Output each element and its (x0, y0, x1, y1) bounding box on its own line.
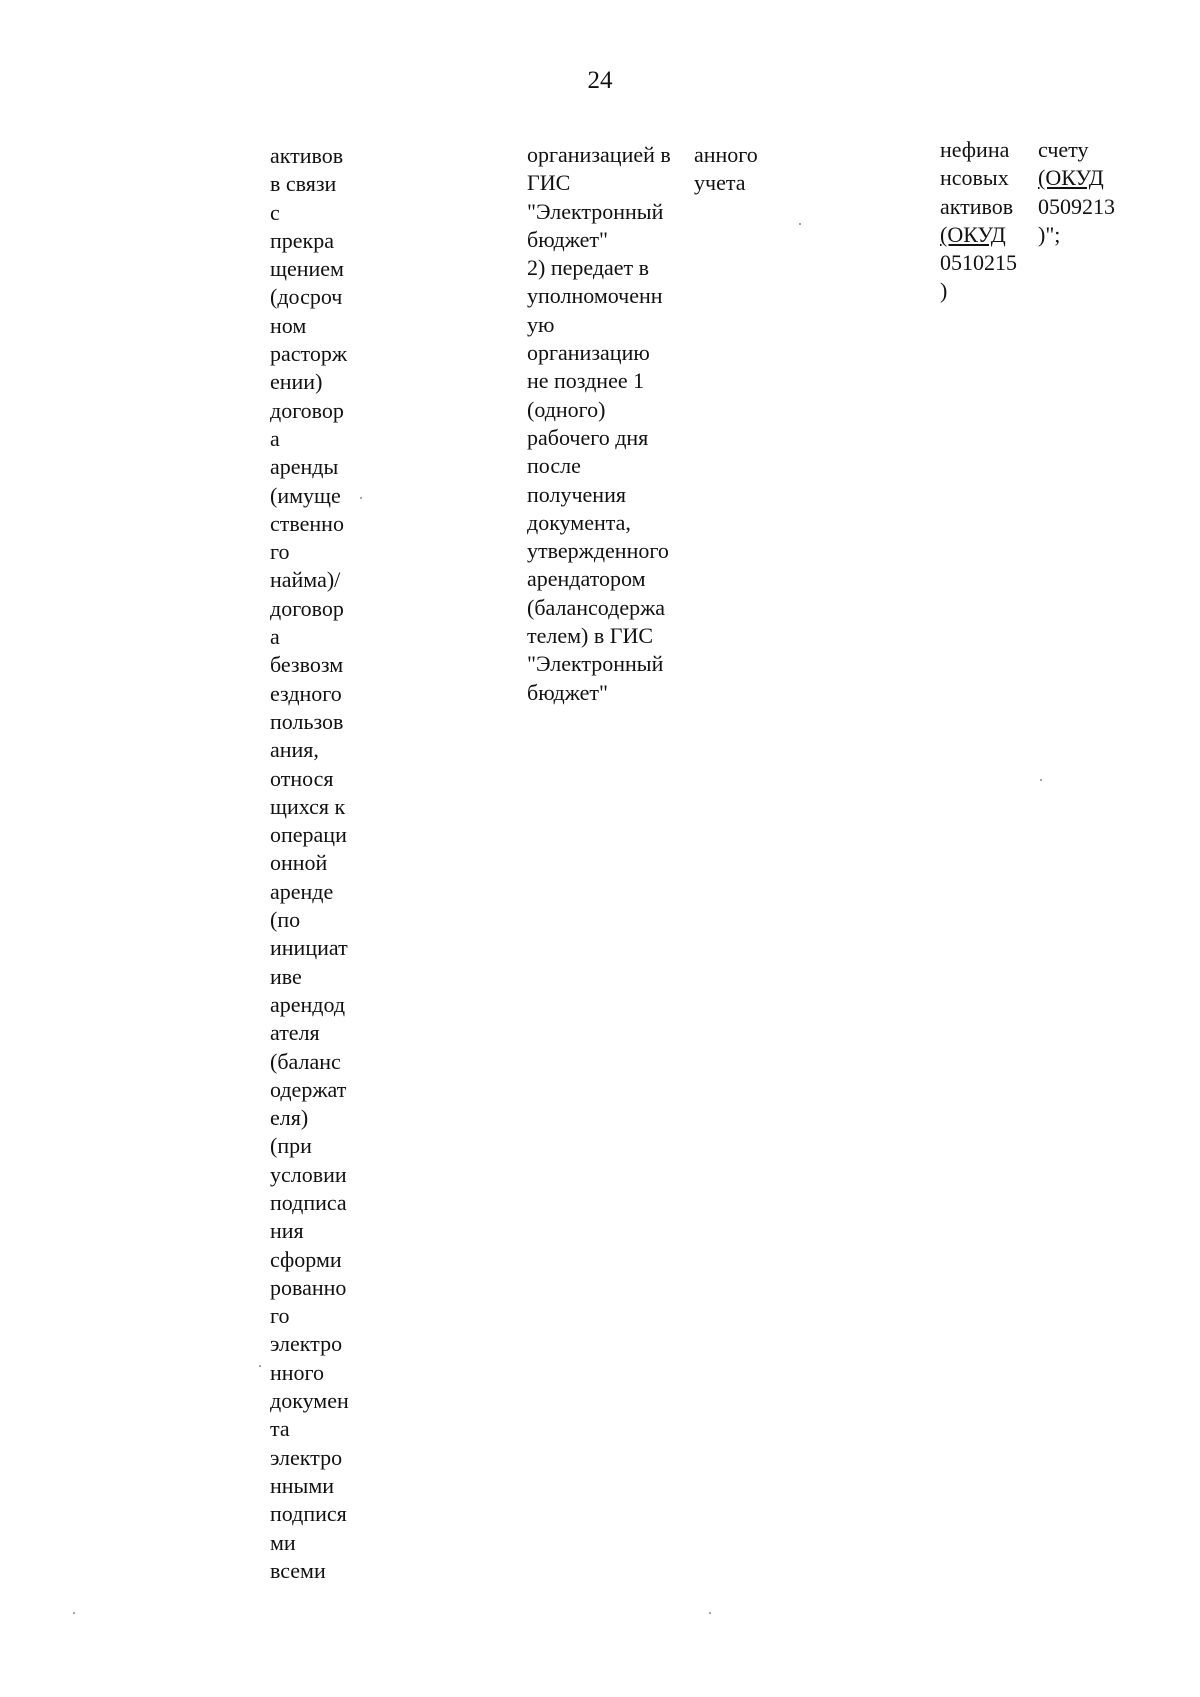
column-b-line: организацией в (527, 142, 671, 167)
column-b-line: "Электронный (527, 198, 664, 224)
column-a-line: онной (270, 850, 328, 876)
column-e (1038, 136, 1115, 249)
column-d (940, 136, 1017, 306)
column-a-line: докумен (270, 1388, 349, 1414)
column-a-line: арендод (270, 991, 346, 1017)
column-a-line: ния (270, 1218, 304, 1244)
column-a-line: расторж (270, 341, 348, 367)
column-a-line: ении) (270, 369, 323, 395)
column-d-line: ) (940, 278, 948, 304)
column-a-line: прекра (270, 227, 334, 253)
column-a-line: рованно (270, 1274, 347, 1300)
column-b (527, 141, 671, 707)
column-a-line: ственно (270, 510, 344, 536)
column-a-line: иве (270, 963, 302, 989)
column-d-line: активов (940, 193, 1014, 219)
column-e-line: счету (1038, 137, 1089, 162)
column-b-line: (балансодержа (527, 594, 666, 620)
column-a-line: щением (270, 256, 344, 282)
column-e-line: )"; (1038, 221, 1061, 247)
column-b-line: арендатором (527, 566, 646, 592)
column-a-line: аренды (270, 454, 339, 480)
column-d-line: 0510215 (940, 250, 1017, 276)
scan-speck (73, 1612, 75, 1614)
column-c-line: учета (694, 170, 746, 196)
column-d-line: нефина (940, 137, 1010, 162)
column-c-line: анного (694, 142, 758, 167)
column-a-line: ездного (270, 680, 342, 706)
column-a-line: а (270, 425, 280, 451)
column-b-line: после (527, 453, 581, 479)
column-a-line: ми (270, 1529, 296, 1555)
column-a-line: условии (270, 1161, 347, 1187)
column-a-line: ателя (270, 1020, 320, 1046)
column-a-line: го (270, 539, 290, 565)
column-a-line: (имуще (270, 482, 341, 508)
column-a-line: та (270, 1416, 290, 1442)
column-b-line: ГИС (527, 170, 571, 196)
column-a-line: (по (270, 907, 301, 933)
column-a-line: найма)/ (270, 567, 341, 593)
column-a-line: го (270, 1303, 290, 1329)
column-a-line: всеми (270, 1557, 326, 1583)
column-a-line: нного (270, 1359, 325, 1385)
column-a-line: ном (270, 312, 307, 338)
column-b-line: бюджет" (527, 226, 608, 252)
column-d-line: нсовых (940, 165, 1009, 191)
column-a-line: ания, (270, 737, 319, 763)
column-b-line: ую (527, 311, 555, 337)
column-a-line: с (270, 199, 280, 225)
column-e-line: (ОКУД (1038, 165, 1104, 191)
column-a-line: щихся к (270, 793, 346, 819)
scan-speck (799, 223, 801, 225)
column-b-line: (одного) (527, 396, 606, 422)
column-b-line: не позднее 1 (527, 368, 645, 394)
column-a-line: сформи (270, 1246, 342, 1272)
column-a-line: (баланс (270, 1048, 341, 1074)
column-a-line: одержат (270, 1076, 347, 1102)
scan-speck (259, 1365, 261, 1367)
scan-speck (360, 497, 362, 499)
page-number: 24 (587, 67, 613, 94)
column-b-line: документа, (527, 509, 631, 535)
column-a-line: активов (270, 143, 344, 168)
column-a (270, 142, 349, 1585)
column-a-line: нными (270, 1472, 335, 1498)
column-a-line: (досроч (270, 284, 343, 310)
column-a-line: безвозм (270, 652, 344, 678)
column-a-line: а (270, 624, 280, 650)
column-b-line: "Электронный (527, 651, 664, 677)
column-a-line: подпися (270, 1501, 347, 1527)
column-a-line: договор (270, 397, 344, 423)
column-b-line: бюджет" (527, 679, 608, 705)
column-a-line: операци (270, 822, 347, 848)
column-a-line: инициат (270, 935, 348, 961)
column-a-line: аренде (270, 878, 334, 904)
column-d-line: (ОКУД (940, 221, 1006, 247)
column-a-line: в связи (270, 171, 337, 197)
column-a-line: договор (270, 595, 344, 621)
column-b-line: организацию (527, 340, 650, 366)
column-a-line: относя (270, 765, 334, 791)
column-b-line: 2) передает в (527, 255, 650, 281)
column-b-line: получения (527, 481, 626, 507)
column-a-line: электро (270, 1444, 343, 1470)
column-a-line: подписа (270, 1189, 347, 1215)
column-c (694, 141, 758, 198)
column-b-line: уполномоченн (527, 283, 663, 309)
column-b-line: утвержденного (527, 538, 669, 564)
column-b-line: рабочего дня (527, 424, 649, 450)
column-a-line: пользов (270, 708, 344, 734)
column-a-line: электро (270, 1331, 343, 1357)
column-a-line: (при (270, 1133, 312, 1159)
scan-speck (1040, 779, 1042, 781)
column-b-line: телем) в ГИС (527, 623, 654, 649)
scan-speck (709, 1612, 711, 1614)
column-a-line: еля) (270, 1105, 309, 1131)
column-e-line: 0509213 (1038, 193, 1115, 219)
